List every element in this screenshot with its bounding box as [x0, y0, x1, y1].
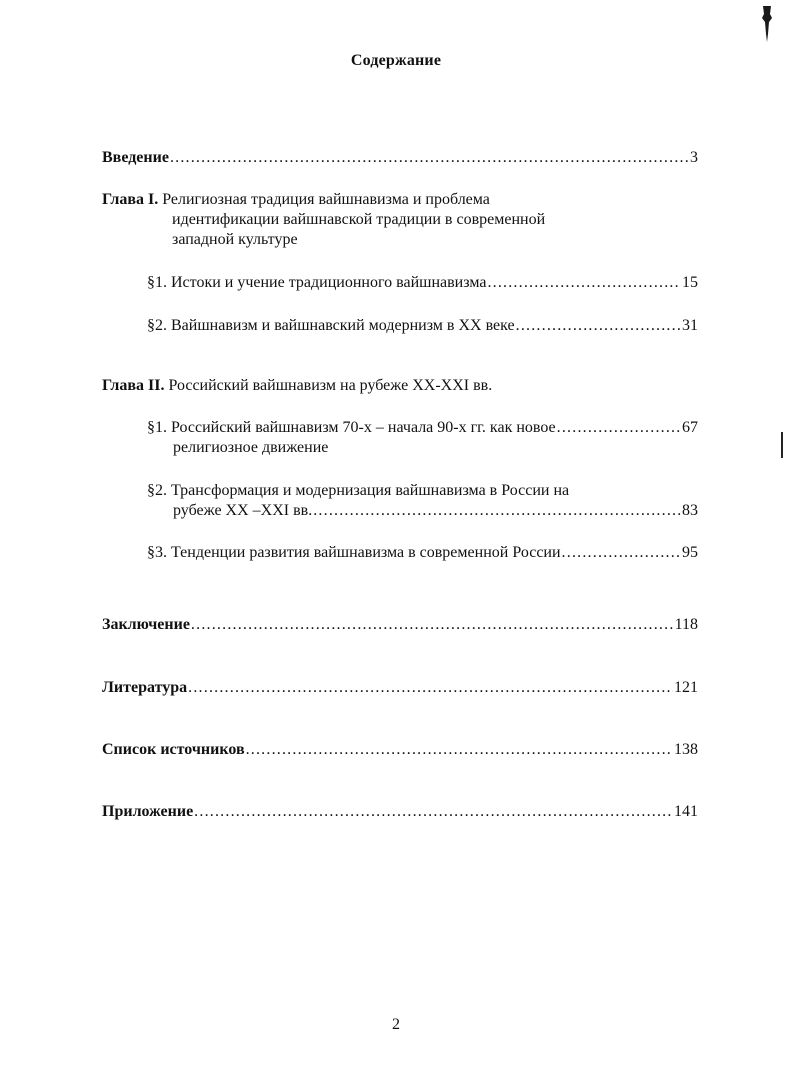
chapter-prefix: Глава I.: [102, 191, 159, 208]
toc-leader-dots: [170, 148, 689, 168]
chapter-title-line: идентификации вайшнавской традиции в современной: [172, 211, 546, 228]
chapter-title-line: Российский вайшнавизм на рубеже XX-XXI вв.: [168, 377, 493, 394]
toc-entry-intro[interactable]: [102, 148, 698, 168]
toc-page-number: 95: [682, 544, 698, 561]
toc-label: §3. Тенденции развития вайшнавизма в современной России: [147, 544, 561, 561]
toc-leader-dots: [188, 678, 673, 698]
toc-label: §2. Вайшнавизм и вайшнавский модернизм в XX веке: [147, 317, 515, 334]
toc-entry-conclusion[interactable]: [102, 615, 698, 635]
toc-leader-dots: [557, 418, 681, 438]
toc-leader-dots: [194, 802, 673, 822]
toc-leader-dots: [516, 316, 681, 336]
toc-entry-sources[interactable]: [102, 740, 698, 760]
toc-page-number: 3: [690, 149, 698, 166]
toc-page-number: 15: [682, 274, 698, 291]
toc-label: §2. Трансформация и модернизация вайшнавизма в России на: [147, 482, 570, 499]
chapter-title-line: западной культуре: [172, 231, 298, 248]
toc-entry-literature[interactable]: [102, 678, 698, 698]
toc-label-continuation: религиозное движение: [173, 439, 329, 456]
toc-label: Литература: [102, 679, 188, 696]
toc-page-number: 141: [674, 803, 698, 820]
toc-page-number: 31: [682, 317, 698, 334]
toc-leader-dots: [246, 740, 673, 760]
toc-page-number: 118: [674, 616, 698, 633]
toc-label: §1. Истоки и учение традиционного вайшнавизма: [147, 274, 487, 291]
toc-label: Приложение: [102, 803, 194, 820]
toc-label: Заключение: [102, 616, 190, 633]
toc-leader-dots: [313, 501, 681, 521]
toc-page-number: 67: [682, 419, 698, 436]
toc-label: Введение: [102, 149, 169, 166]
toc-page-number: 121: [674, 679, 698, 696]
toc-entry-ch2-s2[interactable]: [147, 481, 698, 521]
chapter-title-line: Религиозная традиция вайшнавизма и проблема: [162, 191, 490, 208]
toc-entry-ch2-s1[interactable]: [147, 418, 698, 458]
toc-label-continuation: рубеже XX –XXI вв.: [173, 502, 313, 519]
toc-entry-chapter-1[interactable]: [102, 190, 698, 250]
toc-entry-appendix[interactable]: [102, 802, 698, 822]
toc-leader-dots: [191, 615, 674, 635]
toc-leader-dots: [487, 273, 681, 293]
toc-label: Список источников: [102, 741, 245, 758]
toc-entry-ch1-s2[interactable]: [147, 316, 698, 336]
toc-entry-ch2-s3[interactable]: [147, 543, 698, 563]
margin-mark: [781, 432, 783, 458]
chapter-prefix: Глава II.: [102, 377, 165, 394]
toc-page-number: 138: [674, 741, 698, 758]
page-number: 2: [392, 1016, 400, 1033]
toc-page-number: 83: [682, 502, 698, 519]
toc-entry-ch1-s1[interactable]: [147, 273, 698, 293]
scan-artifact-icon: [760, 4, 774, 44]
page-title: Содержание: [350, 52, 442, 69]
toc-entry-chapter-2[interactable]: [102, 376, 698, 396]
toc-leader-dots: [562, 543, 681, 563]
toc-label: §1. Российский вайшнавизм 70-х – начала 90-х гг. как новое: [147, 419, 556, 436]
